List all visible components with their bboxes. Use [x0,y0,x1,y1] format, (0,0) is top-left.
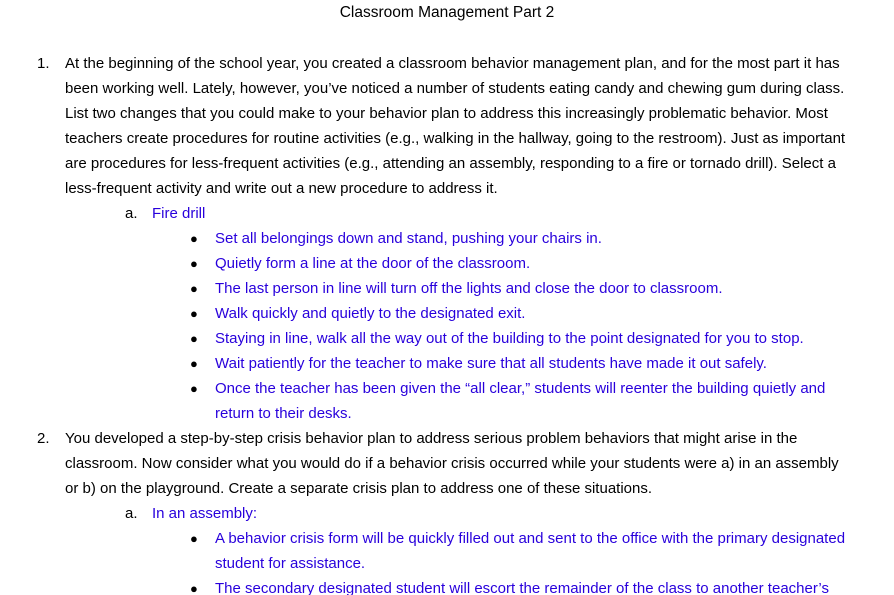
document-title: Classroom Management Part 2 [339,4,555,21]
bullet-icon: ● [190,356,198,371]
bullet-icon: ● [190,306,198,321]
sub-item-label: Fire drill [152,205,206,222]
bullet-text: Wait patiently for the teacher to make sure that all students have made it out safely. [215,355,767,372]
bullet-text: Staying in line, walk all the way out of the building to the point designated for you to stop. [215,330,804,347]
bullet-text: A behavior crisis form will be quickly filled out and sent to the office with the primary designated student for assistance. [215,530,846,572]
bullet-text: Walk quickly and quietly to the designated exit. [215,305,526,322]
bullet-item [0,376,894,426]
bullet-text: Once the teacher has been given the “all clear,” students will reenter the building quietly and return to their desks. [215,380,826,422]
bullet-text: The secondary designated student will escort the remainder of the class to another teacher’s [215,580,829,595]
item-text: You developed a step-by-step crisis behavior plan to address serious problem behaviors that might arise in the classroom. Now consider what you would do if a behavior crisis occurred while your students were a) in an assembly or b) on the playground. Create a separate crisis plan to address one of these situations. [65,430,839,497]
bullet-icon: ● [190,231,198,246]
bullet-text: Quietly form a line at the door of the classroom. [215,255,531,272]
item-text: At the beginning of the school year, you created a classroom behavior management plan, and for the most part it has been working well. Lately, however, you’ve noticed a number of students eating candy and chewing gum during class. List two changes that you could make to your behavior plan to address this increasingly problematic behavior. Most teachers create procedures for routine activities (e.g., walking in the hallway, going to the restroom). Just as important are procedures for less-frequent activities (e.g., attending an assembly, responding to a fire or tornado drill). Select a less-frequent activity and write out a new procedure to address it. [65,55,846,197]
bullet-item [0,351,894,376]
bullet-item [0,226,894,251]
sub-item-letter: a. [125,505,138,522]
bullet-icon: ● [190,581,198,595]
bullet-item [0,576,894,595]
item-number: 1. [37,55,50,72]
bullet-item [0,326,894,351]
sub-item-1a [0,201,894,226]
document-body [0,51,894,595]
numbered-item-1 [0,51,894,201]
bullet-item [0,251,894,276]
item-number: 2. [37,430,50,447]
bullet-item [0,276,894,301]
bullet-icon: ● [190,381,198,396]
bullet-text: The last person in line will turn off the lights and close the door to classroom. [215,280,723,297]
numbered-item-2 [0,426,894,501]
bullet-icon: ● [190,531,198,546]
bullet-icon: ● [190,256,198,271]
bullet-text: Set all belongings down and stand, pushing your chairs in. [215,230,602,247]
bullet-item [0,301,894,326]
bullet-icon: ● [190,281,198,296]
bullet-item [0,526,894,576]
sub-item-letter: a. [125,205,138,222]
bullet-icon: ● [190,331,198,346]
sub-item-2a [0,501,894,526]
sub-item-label: In an assembly: [152,505,258,522]
